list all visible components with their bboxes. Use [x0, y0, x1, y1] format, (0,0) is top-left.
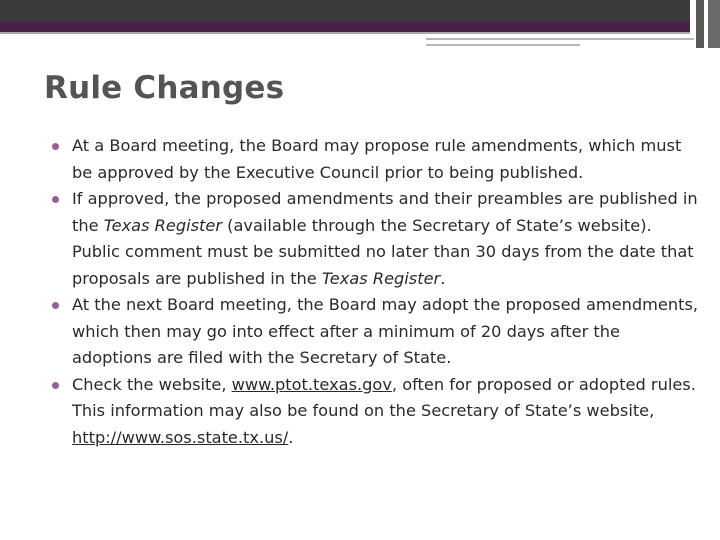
header-band-rule — [0, 32, 690, 34]
bullet-text: , often for proposed or adopted rules. This information may also be found on the Secretary of State’s website, — [72, 374, 696, 420]
bullet-text: Check the website, — [72, 374, 232, 394]
bullet-list — [20, 133, 700, 451]
header-band-accent — [0, 22, 690, 32]
bullet-dot-icon — [52, 382, 59, 389]
bullet-item-2 — [20, 186, 700, 292]
header-band-dark — [0, 0, 690, 22]
decorative-line-long — [426, 38, 694, 40]
bullet-text: . — [288, 427, 294, 447]
bullet-item-3 — [20, 292, 700, 372]
header-edge-block — [696, 0, 704, 48]
bullet-text: At the next Board meeting, the Board may adopt the proposed amendments, which then may go into effect after a minimum of 20 days after the adoptions are filed with the Secretary of State. — [72, 295, 699, 367]
publication-name: Texas Register — [103, 215, 223, 235]
bullet-text: If approved, the proposed amendments and their preambles are published in the — [72, 189, 698, 235]
publication-name: Texas Register — [321, 268, 441, 288]
bullet-item-1 — [20, 133, 700, 186]
ptot-website-link[interactable]: www.ptot.texas.gov — [231, 374, 392, 394]
decorative-line-short — [426, 44, 580, 46]
header-edge-block-right — [708, 0, 720, 48]
bullet-dot-icon — [52, 302, 59, 309]
bullet-text: . — [440, 268, 446, 288]
bullet-item-4 — [20, 372, 700, 452]
sos-website-link[interactable]: http://www.sos.state.tx.us/ — [72, 427, 289, 447]
bullet-dot-icon — [52, 196, 59, 203]
bullet-text: At a Board meeting, the Board may propose rule amendments, which must be approved by the Executive Council prior to being published. — [72, 136, 682, 182]
bullet-text: (available through the Secretary of State’s website). Public comment must be submitted no later than 30 days from the date that proposals are published in the — [72, 215, 694, 288]
bullet-dot-icon — [52, 143, 59, 150]
slide-title: Rule Changes — [44, 70, 285, 106]
